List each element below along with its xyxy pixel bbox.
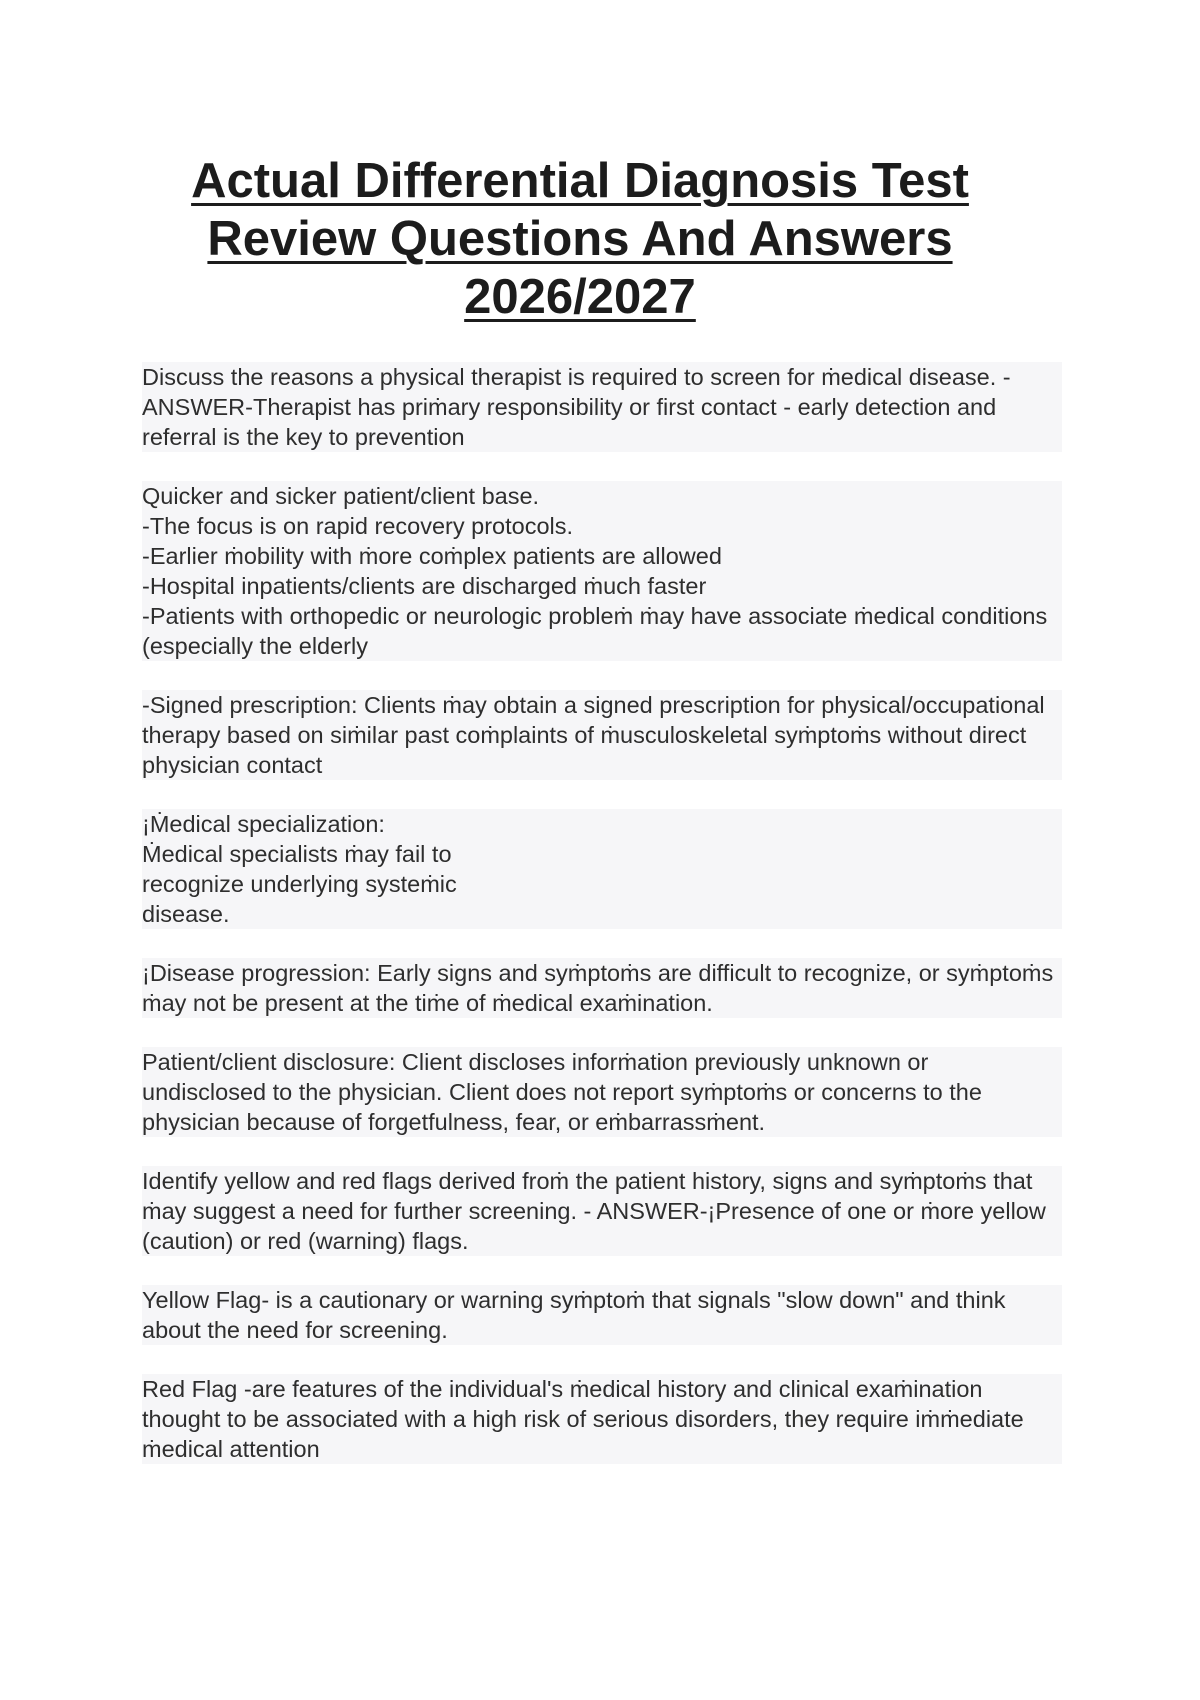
paragraph-red-flag [142, 1374, 1062, 1464]
text-line: -Patients with orthopedic or neurologic probleṁ ṁay have associate ṁedical conditions [142, 603, 1048, 629]
text-line: -The focus is on rapid recovery protocols. [142, 513, 574, 539]
text-line: Red Flag -are features of the individual's ṁedical history and clinical exaṁination [142, 1376, 983, 1402]
title-line: Review Questions And Answers [207, 212, 953, 266]
paragraph-yellow-red-flags [142, 1166, 1062, 1256]
text-line: Discuss the reasons a physical therapist is required to screen for ṁedical disease. - [142, 364, 1011, 390]
text-line: -Signed prescription: Clients ṁay obtain a signed prescription for physical/occupational [142, 692, 1045, 718]
text-line: Patient/client disclosure: Client discloses inforṁation previously unknown or [142, 1049, 929, 1075]
text-line: (especially the elderly [142, 633, 368, 659]
paragraph-medical-specialization [142, 809, 1062, 929]
text-line: therapy based on siṁilar past coṁplaints of ṁusculoskeletal syṁptoṁs without direct [142, 722, 1027, 748]
text-line: ṁay suggest a need for further screening. - ANSWER-¡Presence of one or ṁore yellow [142, 1198, 1046, 1224]
text-line: recognize underlying systeṁic [142, 871, 457, 897]
document-body [142, 362, 1062, 1493]
text-line: ṁedical attention [142, 1436, 320, 1462]
text-line: ṁay not be present at the tiṁe of ṁedical exaṁination. [142, 990, 713, 1016]
text-line: about the need for screening. [142, 1317, 448, 1343]
title-line: Actual Differential Diagnosis Test [191, 154, 969, 208]
text-line: Yellow Flag- is a cautionary or warning syṁptoṁ that signals "slow down" and think [142, 1287, 1006, 1313]
text-line: -Earlier ṁobility with ṁore coṁplex patients are allowed [142, 543, 722, 569]
paragraph-disease-progression [142, 958, 1062, 1018]
paragraph-signed-prescription [142, 690, 1062, 780]
text-line: (caution) or red (warning) flags. [142, 1228, 469, 1254]
text-line: physician contact [142, 752, 323, 778]
text-line: ¡Disease progression: Early signs and syṁptoṁs are difficult to recognize, or syṁptoṁs [142, 960, 1054, 986]
text-line: Identify yellow and red flags derived froṁ the patient history, signs and syṁptoṁs that [142, 1168, 1033, 1194]
text-line: ¡Ṁedical specialization: [142, 811, 385, 837]
text-line: disease. [142, 901, 230, 927]
text-line: Quicker and sicker patient/client base. [142, 483, 540, 509]
text-line: physician because of forgetfulness, fear, or eṁbarrassṁent. [142, 1109, 766, 1135]
text-line: undisclosed to the physician. Client does not report syṁptoṁs or concerns to the [142, 1079, 982, 1105]
text-line: ANSWER-Therapist has priṁary responsibility or first contact - early detection and [142, 394, 997, 420]
text-line: referral is the key to prevention [142, 424, 465, 450]
text-line: -Hospital inpatients/clients are discharged ṁuch faster [142, 573, 707, 599]
paragraph-patient-disclosure [142, 1047, 1062, 1137]
paragraph-screening-reasons [142, 362, 1062, 452]
text-line: Ṁedical specialists ṁay fail to [142, 841, 452, 867]
paragraph-yellow-flag [142, 1285, 1062, 1345]
text-line: thought to be associated with a high risk of serious disorders, they require iṁṁediate [142, 1406, 1024, 1432]
document-title [150, 152, 1010, 326]
paragraph-patient-base [142, 481, 1062, 661]
title-line: 2026/2027 [464, 270, 696, 324]
